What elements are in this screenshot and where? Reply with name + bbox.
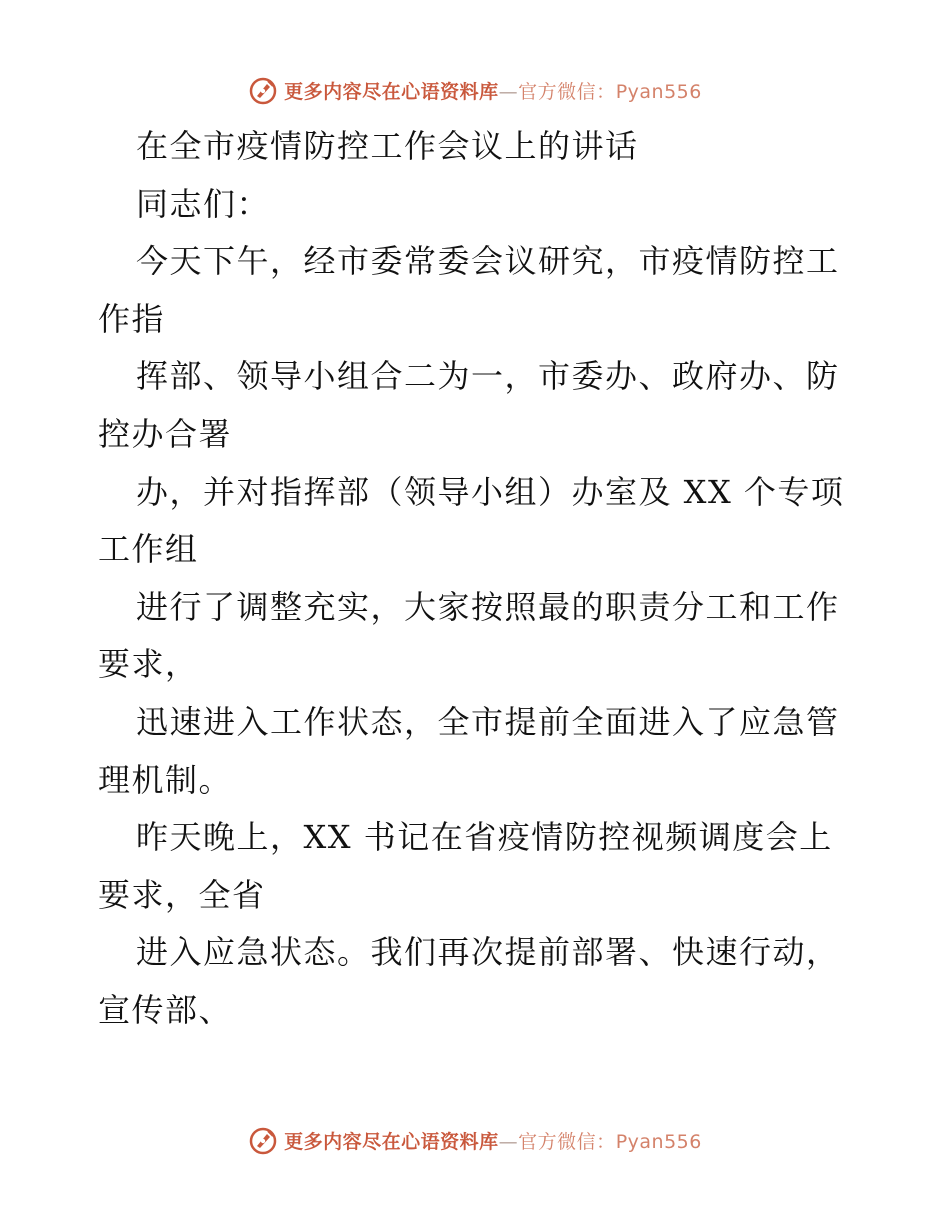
text-line: 进入应急状态。我们再次提前部署、快速行动， [136,933,840,972]
document-title: 在全市疫情防控工作会议上的讲话 [136,127,639,165]
watermark-brand: 更多内容尽在心语资料库 [284,80,499,103]
watermark-text [284,77,702,104]
text-line: 宣传部、 [98,990,233,1029]
pen-nib-logo-icon [248,1125,278,1155]
text-line: 控办合署 [98,414,233,453]
watermark-text [284,1127,702,1154]
document-body [98,118,858,1040]
watermark-separator: — [498,1130,519,1153]
text-line: 挥部、领导小组合二为一，市委办、政府办、防 [136,357,840,396]
pen-nib-logo-icon [248,75,278,105]
watermark-wechat-label: 官方微信： [518,1130,616,1153]
text-line: 理机制。 [98,760,233,799]
text-line: 昨天晚上，XX 书记在省疫情防控视频调度会上 [136,818,833,857]
footer-watermark-banner [0,1120,950,1160]
text-line: 要求， [98,645,199,684]
text-line: 要求，全省 [98,875,266,914]
text-line: 作指 [98,299,166,338]
watermark-brand: 更多内容尽在心语资料库 [284,1130,499,1153]
watermark-separator: — [498,80,519,103]
salutation: 同志们： [136,184,271,223]
text-line: 今天下午，经市委常委会议研究，市疫情防控工 [136,242,840,281]
text-line: 办，并对指挥部（领导小组）办室及 XX 个专项 [136,472,845,511]
text-line: 工作组 [98,530,199,569]
text-line: 进行了调整充实，大家按照最的职责分工和工作 [136,587,840,626]
watermark-wechat-id: Pyan556 [615,80,702,103]
watermark-wechat-id: Pyan556 [615,1130,702,1153]
header-watermark-banner [0,70,950,110]
watermark-wechat-label: 官方微信： [518,80,616,103]
text-line: 迅速进入工作状态，全市提前全面进入了应急管 [136,702,840,741]
